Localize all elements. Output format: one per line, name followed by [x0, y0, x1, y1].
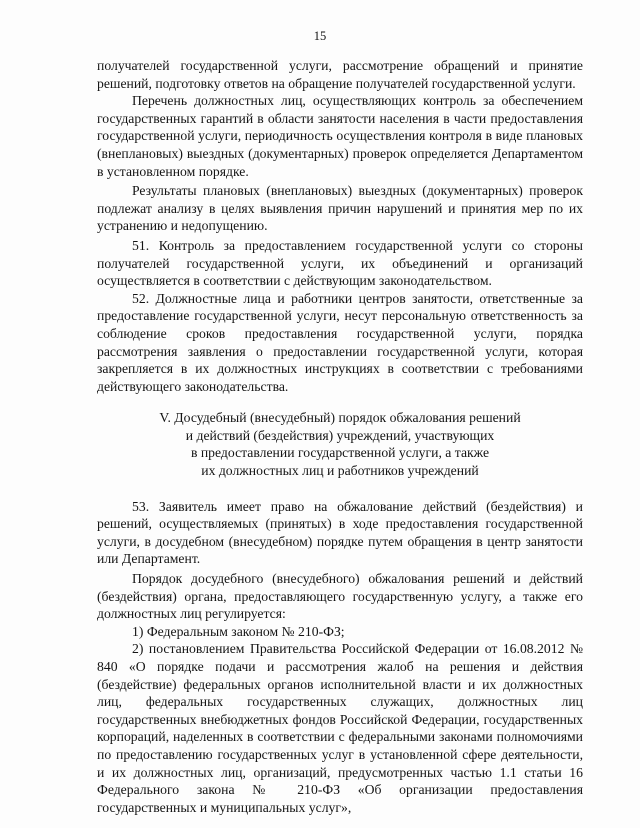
paragraph: Результаты плановых (внеплановых) выездных (документарных) проверок подлежат анализу в целях выявления причин нарушений и принятия мер по их устранению и недопущению. — [97, 183, 583, 234]
paragraph-item-51: 51. Контроль за предоставлением государственной услуги со стороны получателей государственной услуги, их объединений и организаций осуществляется в соответствии с действующим законодательством. — [97, 237, 583, 289]
section-heading-line: V. Досудебный (внесудебный) порядок обжалования решений — [159, 410, 521, 426]
paragraph-item-53: 53. Заявитель имеет право на обжалование действий (бездействия) и решений, осуществляемых (принятых) в ходе предоставления государственной услуги, в досудебном (внесудебном) порядке путем обращения в центр занятости или Департамент. — [97, 498, 583, 567]
section-heading — [97, 409, 583, 479]
section-heading-line: их должностных лиц и работников учреждений — [201, 463, 479, 479]
paragraph-item-52: 52. Должностные лица и работники центров занятости, ответственные за предоставление государственной услуги, несут персональную ответственность за соблюдение сроков предоставления государственной услуги, порядка рассмотрения заявления о предоставлении государственной услуги, которая закрепляется в их должностных инструкциях в соответствии с требованиями действующего законодательства. — [97, 290, 583, 394]
list-item: 1) Федеральным законом № 210-ФЗ; — [132, 623, 345, 639]
page-number: 15 — [313, 29, 327, 43]
section-heading-line: и действий (бездействия) учреждений, участвующих — [185, 427, 495, 443]
document-body — [97, 57, 583, 816]
paragraph: Перечень должностных лиц, осуществляющих контроль за обеспечением государственных гарантий в области занятости населения в части предоставления государственной услуги, периодичность осуществления контроля в виде плановых (внеплановых) выездных (документарных) проверок определяется Департаментом в установленном порядке. — [97, 93, 583, 179]
section-heading-line: в предоставлении государственной услуги, а также — [190, 445, 490, 461]
paragraph: получателей государственной услуги, рассмотрение обращений и принятие решений, подготовку ответов на обращение получателей государственной услуги. — [97, 58, 583, 91]
paragraph: Порядок досудебного (внесудебного) обжалования решений и действий (бездействия) органа, предоставляющего государственную услугу, а также его должностных лиц регулируется: — [97, 571, 583, 622]
list-item: 2) постановлением Правительства Российской Федерации от 16.08.2012 № 840 «О порядке подачи и рассмотрения жалоб на решения и действия (бездействие) федеральных органов исполнительной власти и их должностных лиц, федеральных государственных служащих, должностных лиц государственных внебюджетных фондов Российской Федерации, государственных корпораций, наделенных в соответствии с федеральными законами полномочиями по предоставлению государственных услуг в установленной сфере деятельности, и их должностных лиц, организаций, предусмотренных частью 1.1 статьи 16 Федерального закона № 210-ФЗ «Об организации предоставления государственных и муниципальных услуг», — [97, 641, 583, 815]
